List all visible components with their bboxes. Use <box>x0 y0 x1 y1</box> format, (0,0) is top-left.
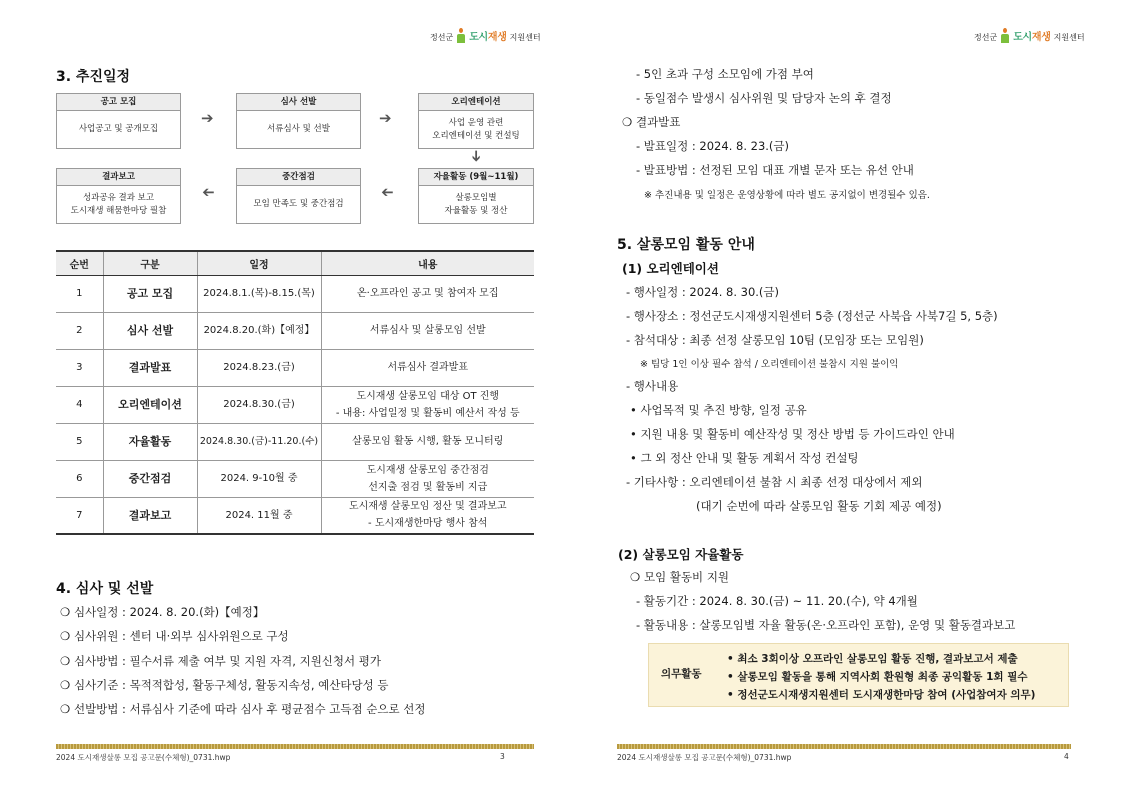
section4-line: ❍ 선발방법 : 서류심사 기준에 따라 심사 후 평균점수 고득점 순으로 선정 <box>60 702 426 716</box>
flow-step-activity: 자율활동 (9월~11월) 살롱모임별 자율활동 및 정산 <box>418 168 534 224</box>
center-logo <box>974 28 1085 43</box>
activity-subtitle: (2) 살롱모임 자율활동 <box>618 547 744 562</box>
section4-line: ❍ 심사기준 : 목적적합성, 활동구체성, 활동지속성, 예산타당성 등 <box>60 678 389 692</box>
column-header: 순번 <box>56 251 103 275</box>
body-line: • 지원 내용 및 활동비 예산작성 및 정산 방법 등 가이드라인 안내 <box>630 427 955 441</box>
body-line: - 동일점수 발생시 심사위원 및 담당자 논의 후 결정 <box>636 91 892 105</box>
logo-brand: 도시재생 <box>469 32 507 43</box>
list-item: • 최소 3회이상 오프라인 살롱모임 활동 진행, 결과보고서 제출 <box>727 653 1018 665</box>
page-left <box>0 0 561 793</box>
table-row: 3 결과발표 2024.8.23.(금) 서류심사 결과발표 <box>56 349 534 386</box>
body-line: - 행사장소 : 정선군도시재생지원센터 5층 (정선군 사북읍 사북7길 5, 5층) <box>626 309 998 323</box>
table-row: 6 중간점검 2024. 9-10월 중 도시재생 살롱모임 중간점검 선지출 점검 및 활동비 지급 <box>56 460 534 497</box>
body-line: - 발표일정 : 2024. 8. 23.(금) <box>636 139 790 153</box>
flow-step-orientation: 오리엔테이션 사업 운영 관련 오리엔테이션 및 컨설팅 <box>418 93 534 149</box>
flow-step-midcheck: 중간점검 모임 만족도 및 중간점검 <box>236 168 361 224</box>
flow-step-report: 결과보고 성과공유 결과 보고 도시재생 해뭄한마당 필참 <box>56 168 181 224</box>
section3-title: 3. 추진일정 <box>56 69 131 85</box>
table-row: 1 공고 모집 2024.8.1.(목)-8.15.(목) 온·오프라인 공고 및 참여자 모집 <box>56 275 534 312</box>
flow-step-recruit: 공고 모집 사업공고 및 공개모집 <box>56 93 181 149</box>
body-line: • 사업목적 및 추진 방향, 일정 공유 <box>630 403 807 417</box>
body-line: - 기타사항 : 오리엔테이션 불참 시 최종 선정 대상에서 제외 <box>626 475 923 489</box>
section5-title: 5. 살롱모임 활동 안내 <box>617 237 755 253</box>
body-line: - 참석대상 : 최종 선정 살롱모임 10팀 (모임장 또는 모임원) <box>626 333 924 347</box>
schedule-table <box>56 250 534 535</box>
table-header-row <box>56 251 534 275</box>
logo-suffix: 지원센터 <box>509 33 541 42</box>
mandatory-activities-box <box>648 643 1069 707</box>
footer-doc-name: 2024 도시재생살롱 모집 공고문(수체형)_0731.hwp <box>617 753 792 762</box>
logo-prefix: 정선군 <box>974 33 998 42</box>
flow-step-screening: 심사 선발 서류심사 및 선발 <box>236 93 361 149</box>
flow-arrow-right-icon: ➔ <box>379 109 392 127</box>
page-number: 3 <box>500 752 505 761</box>
page-right <box>562 0 1123 793</box>
list-item: • 살롱모임 활동을 통해 지역사회 환원형 최종 공익활동 1회 필수 <box>727 671 1028 683</box>
logo-brand: 도시재생 <box>1013 32 1051 43</box>
body-line: (대기 순번에 따라 살롱모임 활동 기회 제공 예정) <box>696 499 942 513</box>
flow-arrow-left-icon: ➔ <box>381 183 394 201</box>
body-line: - 발표방법 : 선정된 모임 대표 개별 문자 또는 유선 안내 <box>636 163 914 177</box>
column-header: 일정 <box>197 251 321 275</box>
mandatory-items <box>727 650 1035 704</box>
body-line: • 그 외 정산 안내 및 활동 계획서 작성 컨설팅 <box>630 451 859 465</box>
section4-title: 4. 심사 및 선발 <box>56 581 154 597</box>
footer-bar <box>56 744 534 749</box>
table-row: 7 결과보고 2024. 11월 중 도시재생 살롱모임 정산 및 결과보고 - 도시재생한마당 행사 참석 <box>56 497 534 534</box>
list-item: • 정선군도시재생지원센터 도시재생한마당 참여 (사업참여자 의무) <box>727 689 1036 701</box>
body-line: - 활동기간 : 2024. 8. 30.(금) ~ 11. 20.(수), 약 4개월 <box>636 594 918 608</box>
page-number: 4 <box>1064 752 1069 761</box>
flow-arrow-left-icon: ➔ <box>202 183 215 201</box>
body-line: - 행사일정 : 2024. 8. 30.(금) <box>626 285 780 299</box>
body-line: ❍ 결과발표 <box>622 115 681 129</box>
flow-arrow-down-icon: ➔ <box>467 149 486 163</box>
body-line: ❍ 모임 활동비 지원 <box>630 570 730 584</box>
section4-line: ❍ 심사위원 : 센터 내·외부 심사위원으로 구성 <box>60 629 289 643</box>
footer-bar <box>617 744 1071 749</box>
logo-figure-icon <box>456 28 466 43</box>
section4-line: ❍ 심사일정 : 2024. 8. 20.(화)【예정】 <box>60 605 265 619</box>
center-logo <box>430 28 541 43</box>
footer-doc-name: 2024 도시재생살롱 모집 공고문(수체형)_0731.hwp <box>56 753 231 762</box>
attendance-note: ※ 팀당 1인 이상 필수 참석 / 오리엔테이션 불참시 지원 불이익 <box>640 359 899 370</box>
logo-figure-icon <box>1000 28 1010 43</box>
table-row: 4 오리엔테이션 2024.8.30.(금) 도시재생 살롱모임 대상 OT 진행 - 내용: 사업일정 및 활동비 예산서 작성 등 <box>56 386 534 423</box>
orientation-subtitle: (1) 오리엔테이션 <box>622 261 719 276</box>
logo-prefix: 정선군 <box>430 33 454 42</box>
flow-arrow-right-icon: ➔ <box>201 109 214 127</box>
schedule-note: ※ 추진내용 및 일정은 운영상황에 따라 별도 공지없이 변경될수 있음. <box>644 190 930 201</box>
body-line: - 행사내용 <box>626 379 679 393</box>
column-header: 구분 <box>103 251 197 275</box>
mandatory-label: 의무활동 <box>661 668 702 680</box>
body-line: - 활동내용 : 살롱모임별 자율 활동(온·오프라인 포함), 운영 및 활동결과보고 <box>636 618 1016 632</box>
logo-suffix: 지원센터 <box>1053 33 1085 42</box>
table-row: 5 자율활동 2024.8.30.(금)-11.20.(수) 살롱모임 활동 시행, 활동 모니터링 <box>56 423 534 460</box>
section4-line: ❍ 심사방법 : 필수서류 제출 여부 및 지원 자격, 지원신청서 평가 <box>60 654 382 668</box>
column-header: 내용 <box>321 251 534 275</box>
body-line: - 5인 초과 구성 소모임에 가점 부여 <box>636 67 814 81</box>
table-row: 2 심사 선발 2024.8.20.(화)【예정】 서류심사 및 살롱모임 선발 <box>56 312 534 349</box>
